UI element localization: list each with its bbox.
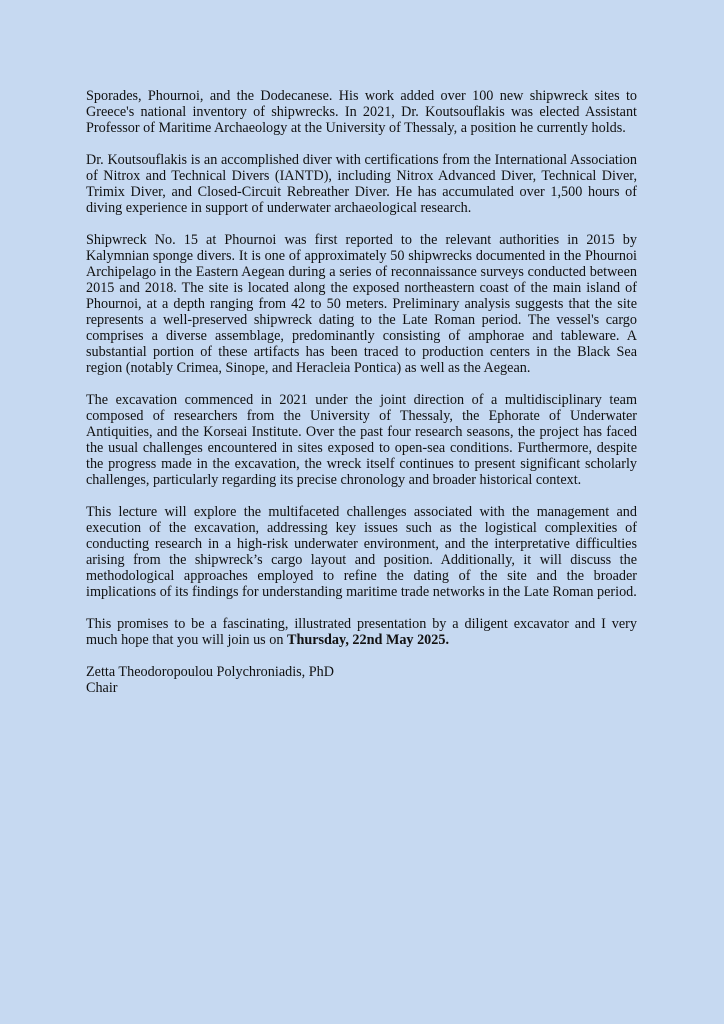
signatory-title: Chair	[86, 680, 118, 696]
paragraph-shipwreck-15: Shipwreck No. 15 at Phournoi was first reported to the relevant authorities in 2015 by Kalymnian sponge divers. It is one of approximately 50 shipwrecks documented in the Phournoi Archipelago in the Eastern Aegean during a series of reconnaissance surveys conducted between 2015 and 2018. The site is located along the exposed northeastern coast of the main island of Phournoi, at a depth ranging from 42 to 50 meters. Preliminary analysis suggests that the site represents a well-preserved shipwreck dating to the Late Roman period. The vessel's cargo comprises a diverse assemblage, predominantly consisting of amphorae and tableware. A substantial portion of these artifacts has been traced to production centers in the Black Sea region (notably Crimea, Sinope, and Heracleia Pontica) as well as the Aegean.	[86, 232, 637, 376]
document-page	[86, 88, 637, 696]
signatory-name: Zetta Theodoropoulou Polychroniadis, PhD	[86, 664, 334, 680]
paragraph-excavation: The excavation commenced in 2021 under the joint direction of a multidisciplinary team composed of researchers from the University of Thessaly, the Ephorate of Underwater Antiquities, and the Korseai Institute. Over the past four research seasons, the project has faced the usual challenges encountered in sites exposed to open-sea conditions. Furthermore, despite the progress made in the excavation, the wreck itself continues to present significant scholarly challenges, particularly regarding its precise chronology and broader historical context.	[86, 392, 637, 488]
signature-block	[86, 664, 637, 696]
paragraph-career: Sporades, Phournoi, and the Dodecanese. His work added over 100 new shipwreck sites to Greece's national inventory of shipwrecks. In 2021, Dr. Koutsouflakis was elected Assistant Professor of Maritime Archaeology at the University of Thessaly, a position he currently holds.	[86, 88, 637, 136]
lecture-date: Thursday, 22nd May 2025.	[286, 632, 449, 648]
invitation-text: This promises to be a fascinating, illustrated presentation by a diligent excavator and I very much hope that you will join us on	[86, 616, 637, 648]
paragraph-diving-certifications: Dr. Koutsouflakis is an accomplished diver with certifications from the International Association of Nitrox and Technical Divers (IANTD), including Nitrox Advanced Diver, Technical Diver, Trimix Diver, and Closed-Circuit Rebreather Diver. He has accumulated over 1,500 hours of diving experience in support of underwater archaeological research.	[86, 152, 637, 216]
paragraph-lecture-topics: This lecture will explore the multifaceted challenges associated with the management and execution of the excavation, addressing key issues such as the logistical complexities of conducting research in a high-risk underwater environment, and the interpretative difficulties arising from the shipwreck’s cargo layout and position. Additionally, it will discuss the methodological approaches employed to refine the dating of the site and the broader implications of its findings for understanding maritime trade networks in the Late Roman period.	[86, 504, 637, 600]
paragraph-invitation	[86, 616, 637, 648]
